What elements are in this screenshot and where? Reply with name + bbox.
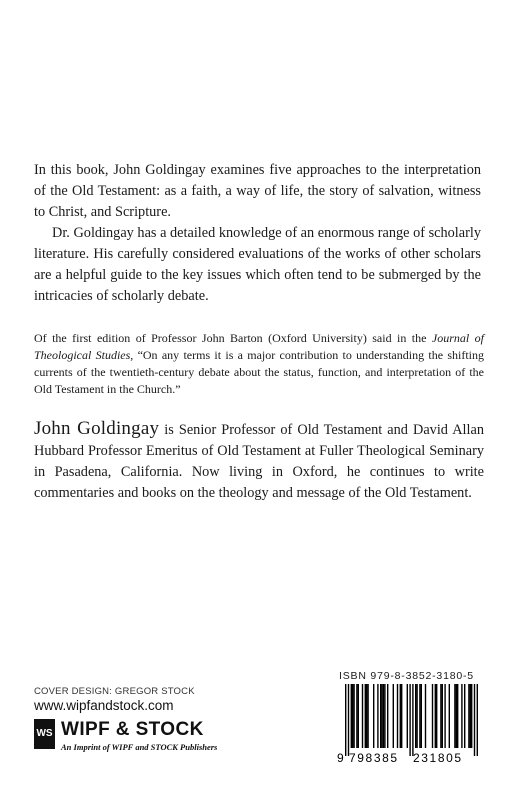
barcode-bar xyxy=(400,684,401,748)
isbn-label: ISBN 979-8-3852-3180-5 xyxy=(339,670,474,682)
endorsement xyxy=(34,330,484,398)
barcode-bar xyxy=(381,684,382,748)
barcode-bar xyxy=(457,684,458,748)
barcode-bar xyxy=(449,684,450,748)
barcode-first-digit: 9 xyxy=(337,751,344,765)
barcode-bar xyxy=(454,684,455,748)
barcode-bar xyxy=(471,684,472,748)
barcode-bar xyxy=(425,684,426,748)
publisher-imprint: An Imprint of WIPF and STOCK Publishers xyxy=(61,742,218,752)
endorsement-text xyxy=(34,330,484,398)
barcode-bar xyxy=(464,684,465,748)
barcode-bar xyxy=(470,684,471,748)
barcode-bar xyxy=(377,684,378,748)
barcode-bar xyxy=(362,684,363,748)
barcode-bar xyxy=(356,684,357,748)
barcode-bar xyxy=(373,684,374,748)
barcode-bar xyxy=(351,684,352,748)
barcode-bar xyxy=(401,684,402,748)
endorsement-intro: Of the first edition of Professor John Barton (Oxford University) said in the xyxy=(34,331,432,345)
barcode-bar xyxy=(365,684,366,748)
barcode-bar xyxy=(366,684,367,748)
barcode-bar xyxy=(383,684,384,748)
cover-design-credit: COVER DESIGN: GREGOR STOCK xyxy=(34,686,195,697)
barcode-bar xyxy=(409,684,410,756)
barcode-bar xyxy=(432,684,433,748)
barcode-bar xyxy=(468,684,469,748)
barcode-bar xyxy=(393,684,394,748)
barcode-bar xyxy=(442,684,443,748)
barcode-bar xyxy=(380,684,381,748)
barcode-left-digits: 798385 xyxy=(349,751,399,765)
barcode-bar xyxy=(348,684,349,756)
barcode-bar xyxy=(358,684,359,748)
barcode-right-digits: 231805 xyxy=(413,751,463,765)
barcode-bar xyxy=(461,684,462,748)
publisher-website: www.wipfandstock.com xyxy=(34,698,174,713)
barcode-bar xyxy=(407,684,408,748)
barcode-bar xyxy=(421,684,422,748)
barcode-bar xyxy=(436,684,437,748)
barcode-bar xyxy=(440,684,441,748)
author-bio-text xyxy=(34,418,484,504)
journal-title: Journal of Theological Studies xyxy=(34,331,484,362)
barcode-bar xyxy=(416,684,417,748)
barcode-bar xyxy=(435,684,436,748)
author-bio-body: is Senior Professor of Old Testament and David Allan Hubbard Professor Emeritus of Old Testament at Fuller Theological Seminary in Pasadena, California. Now living in Oxford, he continues to write commentaries and books on the theology and message of the Old Testament. xyxy=(34,422,484,501)
barcode-bar xyxy=(384,684,385,748)
barcode-bar xyxy=(345,684,346,756)
barcode-bars xyxy=(345,684,478,756)
barcode-icon xyxy=(333,684,483,766)
isbn-barcode xyxy=(333,664,483,766)
endorsement-quote: , “On any terms it is a major contribution to understanding the shifting currents of the twentieth-century debate about the status, function, and interpretation of the Old Testament in the Church.” xyxy=(34,348,484,396)
description-paragraph-1: In this book, John Goldingay examines five approaches to the interpretation of the Old Testament: as a faith, a way of life, the story of salvation, witness to Christ, and Scripture. xyxy=(34,162,481,220)
author-name: John Goldingay xyxy=(34,418,160,439)
barcode-bar xyxy=(474,684,475,756)
barcode-bar xyxy=(477,684,478,756)
barcode-bar xyxy=(412,684,413,756)
publisher-block xyxy=(34,719,284,759)
barcode-bar xyxy=(387,684,388,748)
barcode-bar xyxy=(353,684,354,748)
barcode-bar xyxy=(444,684,445,748)
barcode-bar xyxy=(367,684,368,748)
barcode-bar xyxy=(352,684,353,748)
barcode-bar xyxy=(419,684,420,748)
barcode-bar xyxy=(415,684,416,748)
barcode-bar xyxy=(397,684,398,748)
book-description xyxy=(34,160,481,307)
publisher-name: WIPF & STOCK xyxy=(61,719,204,740)
description-paragraph-2: Dr. Goldingay has a detailed knowledge of an enormous range of scholarly literature. His carefully considered evaluations of the works of other scholars are a helpful guide to the key issues which often tend to be submerged by the intricacies of scholarly debate. xyxy=(34,225,481,304)
barcode-bar xyxy=(456,684,457,748)
publisher-logo-icon: WS xyxy=(34,719,55,749)
author-bio xyxy=(34,418,484,504)
